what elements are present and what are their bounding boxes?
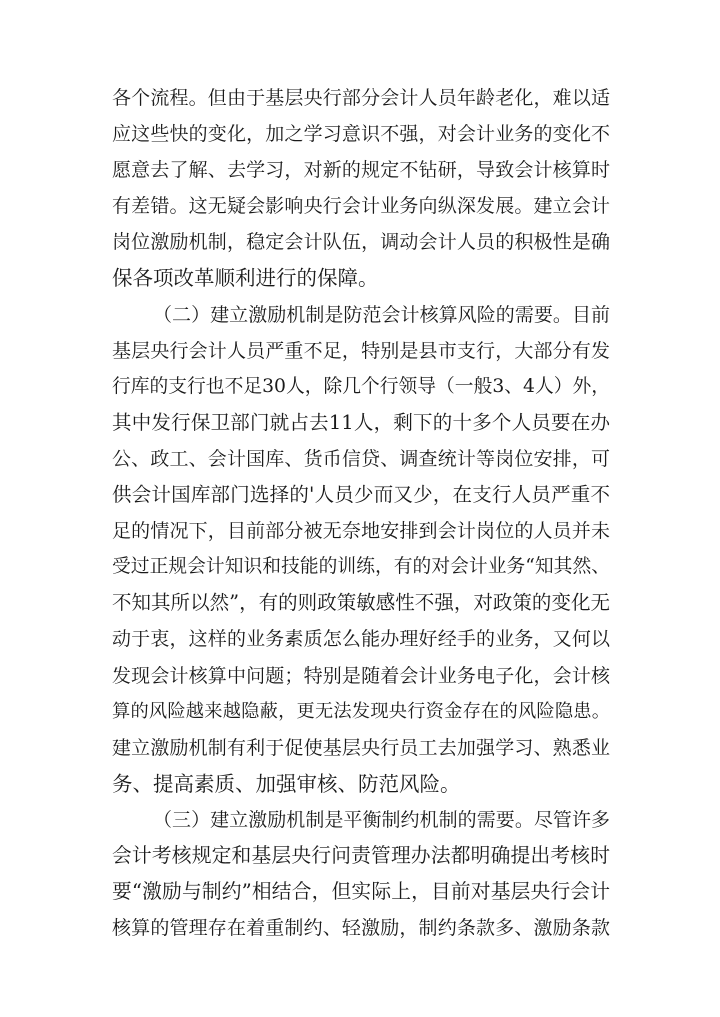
- text-line: 岗位激励机制，稳定会计队伍，调动会计人员的积极性是确: [112, 231, 610, 254]
- text-line: 会计考核规定和基层央行问责管理办法都明确提出考核时: [112, 843, 610, 867]
- text-line: 基层央行会计人员严重不足，特别是县市支行，大部分有发: [112, 339, 610, 362]
- text-line: 算的风险越来越隐蔽，更无法发现央行资金存在的风险隐患。: [112, 700, 610, 722]
- text-line: 供会计国库部门选择的'人员少而又少，在支行人员严重不: [112, 483, 610, 507]
- text-line: 应这些快的变化，加之学习意识不强，对会计业务的变化不: [112, 123, 610, 146]
- text-line: 愿意去了解、去学习，对新的规定不钻研，导致会计核算时: [112, 159, 610, 182]
- text-line: 其中发行保卫部门就占去11人，剩下的十多个人员要在办: [112, 410, 610, 434]
- text-line: 公、政工、会计国库、货币信贷、调查统计等岗位安排，可: [112, 447, 610, 470]
- text-line: 各个流程。但由于基层央行部分会计人员年龄老化，难以适: [112, 87, 610, 109]
- text-line: （二）建立激励机制是防范会计核算风险的需要。目前: [153, 303, 610, 326]
- text-line: 务、提高素质、加强审核、防范风险。: [112, 771, 461, 796]
- paragraph-3: [112, 802, 610, 946]
- paragraph-1: [112, 80, 610, 297]
- text-line: （三）建立激励机制是平衡制约机制的需要。尽管许多: [153, 808, 610, 831]
- text-line: 动于衷，这样的业务素质怎么能办理好经手的业务，又何以: [112, 628, 610, 651]
- text-line: 足的情况下，目前部分被无奈地安排到会计岗位的人员并未: [112, 520, 610, 543]
- text-line: 受过正规会计知识和技能的训练，有的对会计业务“知其然、: [112, 556, 610, 578]
- text-line: 行库的支行也不足30人，除几个行领导（一般3、4人）外，: [112, 375, 610, 397]
- document-page: [112, 80, 610, 946]
- text-line: 不知其所以然”，有的则政策敏感性不强，对政策的变化无: [112, 591, 610, 615]
- text-line: 要“激励与制约”相结合，但实际上，目前对基层央行会计: [112, 880, 610, 904]
- text-line: 建立激励机制有利于促使基层央行员工去加强学习、熟悉业: [112, 736, 610, 759]
- text-line: 核算的管理存在着重制约、轻激励，制约条款多、激励条款: [112, 917, 610, 940]
- text-line: 保各项改革顺利进行的保障。: [112, 266, 379, 291]
- text-line: 有差错。这无疑会影响央行会计业务向纵深发展。建立会计: [112, 195, 610, 218]
- paragraph-2: [112, 297, 610, 802]
- text-line: 发现会计核算中问题；特别是随着会计业务电子化，会计核: [112, 664, 610, 687]
